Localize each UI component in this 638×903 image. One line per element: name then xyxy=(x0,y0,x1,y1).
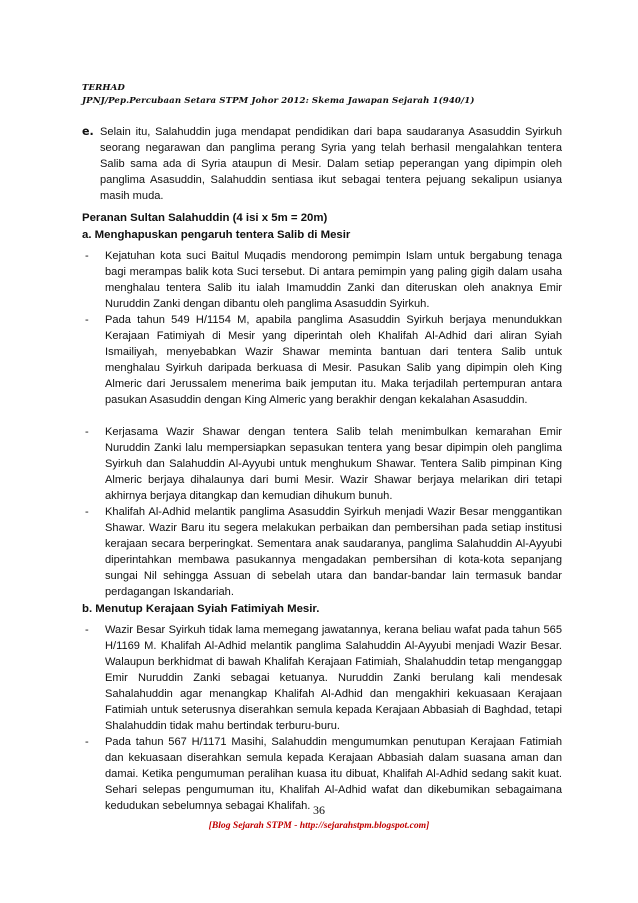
list-item-text: Kerjasama Wazir Shawar dengan tentera Salib telah menimbulkan kemarahan Emir Nuruddin Zanki lalu mempersiapkan sepasukan tentera yang besar dipimpin oleh panglima Syirkuh dan Salahuddin Al-Ayyubi untuk menghukum Shawar. Tentera Salib pimpinan King Almeric berjaya dihalaunya dari bumi Mesir. Wazir Shawar berjaya melarikan diri tetapi akhirnya berjaya ditangkap dan kemudian dihukum bunuh. xyxy=(105,426,562,502)
item-e-text: Selain itu, Salahuddin juga mendapat pendidikan dari bapa saudaranya Asasuddin Syirkuh seorang negarawan dan panglima perang Syria yang telah berhasil mengalahkan tentera Salib sama ada di Syria ataupun di Mesir. Dalam setiap peperangan yang dipimpin oleh panglima Asasuddin, Salahuddin sentiasa ikut sebagai tentera pejuang sekalipun usianya masih muda. xyxy=(100,126,562,202)
bullet-marker: - xyxy=(85,506,89,518)
bullet-marker: - xyxy=(85,736,89,748)
bullet-marker: - xyxy=(85,250,89,262)
section-b-title: b. Menutup Kerajaan Syiah Fatimiyah Mesir. xyxy=(82,603,320,615)
list-item xyxy=(82,622,562,734)
exam-title: JPNJ/Pep.Percubaan Setara STPM Johor 2012: Skema Jawapan Sejarah 1(940/1) xyxy=(82,96,475,106)
page-number: 36 xyxy=(313,803,325,817)
list-item-text: Wazir Besar Syirkuh tidak lama memegang jawatannya, kerana beliau wafat pada tahun 565 H/1169 M. Khalifah Al-Adhid melantik panglima Salahuddin Al-Ayyubi menjadi Wazir Besar. Walaupun berkhidmat di bawah Khalifah Kerajaan Fatimiah, Shalahuddin tetap menganggap Emir Nuruddin Zanki sebagai ketuanya. Nuruddin Zanki berulang kali mendesak Sahalahuddin agar menangkap Khalifah Al-Adhid dan mengakhiri kekuasaan Kerajaan Fatimiah untuk seterusnya diserahkan semula kepada Kerajaan Abbasiah di Baghdad, tetapi Shalahuddin tidak mahu bertindak terburu-buru. xyxy=(105,624,562,732)
list-item xyxy=(82,248,562,312)
bullet-marker: - xyxy=(85,314,89,326)
list-item xyxy=(82,734,562,814)
list-item xyxy=(82,504,562,600)
classification-label: TERHAD xyxy=(82,83,125,93)
list-item-text: Khalifah Al-Adhid melantik panglima Asasuddin Syirkuh menjadi Wazir Besar menggantikan Shawar. Wazir Baru itu segera melakukan perbaikan dan pembersihan pada setiap institusi kerajaan secara berperingkat. Sementara anak saudaranya, panglima Salahuddin Al-Ayyubi diperintahkan membawa pasukannya mengadakan pembersihan di kota-kota sepanjang sungai Nil sehingga Assuan di sebelah utara dan bandar-bandar lain termasuk bandar perdagangan Iskandariah. xyxy=(105,506,562,598)
list-item-text: Pada tahun 549 H/1154 M, apabila panglima Asasuddin Syirkuh berjaya menundukkan Kerajaan Fatimiyah di Mesir yang diperintah oleh Khalifah Al-Adhid dari aliran Syiah Ismailiyah, menyebabkan Wazir Shawar meminta bantuan dari tentera Salib untuk menghalau Syirkuh daripada berkuasa di Mesir. Pasukan Salib yang dipimpin oleh King Almeric dari Jerussalem menerima baik jemputan itu. Maka terjadilah pertempuran antara pasukan Asasuddin dengan King Almeric yang berakhir dengan kekalahan Asasuddin. xyxy=(105,314,562,406)
list-item-text: Pada tahun 567 H/1171 Masihi, Salahuddin mengumumkan penutupan Kerajaan Fatimiah dan kekuasaan diserahkan semula kepada Kerajaan Abbasiah dalam suasana aman dan damai. Ketika pengumuman peralihan kuasa itu dibuat, Khalifah Al-Adhid sedang sakit kuat. Sehari selepas pengumuman itu, Khalifah Al-Adhid wafat dan dikebumikan sebagaimana kedudukan sebelumnya sebagai Khalifah. xyxy=(105,736,562,812)
bullet-marker: - xyxy=(85,624,89,636)
list-item xyxy=(82,424,562,504)
bullet-marker: - xyxy=(85,426,89,438)
section-a-title: a. Menghapuskan pengaruh tentera Salib di Mesir xyxy=(82,229,351,241)
footer-blog-link: [Blog Sejarah STPM - http://sejarahstpm.blogspot.com] xyxy=(208,820,430,831)
list-item xyxy=(82,312,562,408)
list-item-text: Kejatuhan kota suci Baitul Muqadis mendorong pemimpin Islam untuk bergabung tenaga bagi merampas balik kota Suci tersebut. Di antara pemimpin yang paling gigih dalam usaha menghalau tentera Salib itu ialah Imamuddin Zanki dan diteruskan oleh anaknya Emir Nuruddin Zanki dengan dibantu oleh panglima Asasuddin Syirkuh. xyxy=(105,250,562,310)
section-title: Peranan Sultan Salahuddin (4 isi x 5m = 20m) xyxy=(82,212,328,224)
item-e-paragraph xyxy=(82,124,562,204)
item-e-label: e. xyxy=(82,125,94,138)
